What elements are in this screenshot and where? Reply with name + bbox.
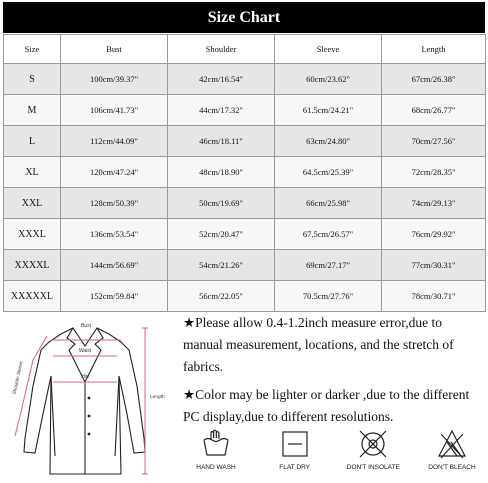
size-chart-title: Size Chart <box>207 8 281 26</box>
do-not-insolate-icon <box>357 428 389 460</box>
table-row <box>4 64 486 95</box>
care-item-do-not-bleach <box>419 428 485 480</box>
table-row <box>4 188 486 219</box>
measurement-cell: 63cm/24.80" <box>275 126 382 157</box>
measurement-cell: 54cm/21.26" <box>168 250 275 281</box>
size-cell: L <box>4 126 61 157</box>
measurement-cell: 67.5cm/26.57" <box>275 219 382 250</box>
table-row <box>4 95 486 126</box>
table-header-row <box>4 35 486 64</box>
hip-label: Hip <box>81 374 89 380</box>
measurement-cell: 136cm/53.54" <box>61 219 168 250</box>
measurement-cell: 67cm/26.38" <box>382 64 486 95</box>
measurement-cell: 77cm/30.31" <box>382 250 486 281</box>
hand-wash-label: HAND WASH <box>196 464 236 471</box>
measurement-cell: 68cm/26.77" <box>382 95 486 126</box>
coat-measurement-diagram <box>3 316 168 480</box>
do-not-bleach-label: DON'T BLEACH <box>428 464 476 471</box>
measurement-cell: 44cm/17.32" <box>168 95 275 126</box>
measurement-cell: 112cm/44.09" <box>61 126 168 157</box>
waist-label: Waist <box>78 348 92 354</box>
measurement-cell: 72cm/28.35" <box>382 157 486 188</box>
length-label: Length <box>150 395 165 400</box>
measurement-cell: 70cm/27.56" <box>382 126 486 157</box>
coat-buttons <box>88 397 91 436</box>
do-not-insolate-label: DON'T INSOLATE <box>346 464 400 471</box>
flat-dry-icon <box>279 428 311 460</box>
measurement-cell: 144cm/56.69" <box>61 250 168 281</box>
measurement-cell: 56cm/22.05" <box>168 281 275 312</box>
care-item-hand-wash <box>183 428 249 480</box>
size-cell: XXL <box>4 188 61 219</box>
coat-illustration <box>3 316 168 480</box>
measurement-cell: 50cm/19.69" <box>168 188 275 219</box>
measurement-cell: 64.5cm/25.39" <box>275 157 382 188</box>
measurement-cell: 74cm/29.13" <box>382 188 486 219</box>
measurement-cell: 52cm/20.47" <box>168 219 275 250</box>
size-cell: XXXL <box>4 219 61 250</box>
table-row <box>4 126 486 157</box>
measurement-cell: 100cm/39.37" <box>61 64 168 95</box>
measurement-cell: 78cm/30.71" <box>382 281 486 312</box>
care-item-do-not-insolate <box>340 428 406 480</box>
table-row <box>4 281 486 312</box>
bust-label: Bust <box>80 323 92 329</box>
size-chart-header <box>3 2 485 33</box>
table-row <box>4 219 486 250</box>
care-instructions <box>183 428 485 480</box>
size-cell: M <box>4 95 61 126</box>
measurement-cell: 76cm/29.92" <box>382 219 486 250</box>
column-header: Size <box>4 35 61 64</box>
coat-sleeve-seam-right <box>115 376 119 456</box>
measurement-cell: 70.5cm/27.76" <box>275 281 382 312</box>
table-row <box>4 250 486 281</box>
notes <box>183 312 485 434</box>
measurement-cell: 66cm/25.98" <box>275 188 382 219</box>
size-cell: XL <box>4 157 61 188</box>
column-header: Length <box>382 35 486 64</box>
measurement-cell: 120cm/47.24" <box>61 157 168 188</box>
flat-dry-label: FLAT DRY <box>279 464 311 471</box>
column-header: Shoulder <box>168 35 275 64</box>
measurement-cell: 42cm/16.54" <box>168 64 275 95</box>
measurement-cell: 69cm/27.17" <box>275 250 382 281</box>
sleeve-label: Shoulder Sleeve <box>11 360 24 395</box>
table-row <box>4 157 486 188</box>
column-header: Bust <box>61 35 168 64</box>
measurement-cell: 106cm/41.73" <box>61 95 168 126</box>
size-cell: S <box>4 64 61 95</box>
measurement-cell: 48cm/18.90" <box>168 157 275 188</box>
hand-wash-icon <box>200 428 232 460</box>
care-item-flat-dry <box>262 428 328 480</box>
size-table <box>3 34 486 312</box>
measurement-cell: 128cm/50.39" <box>61 188 168 219</box>
measurement-cell: 60cm/23.62" <box>275 64 382 95</box>
column-header: Sleeve <box>275 35 382 64</box>
coat-sleeve-seam-left <box>51 376 55 456</box>
note-color-variance: ★Color may be lighter or darker ,due to the different PC display,due to different resolutions. <box>183 387 470 424</box>
note-measure-error: ★Please allow 0.4-1.2inch measure error,due to manual measurement, locations, and the stretch of fabrics. <box>183 315 454 374</box>
measurement-cell: 152cm/59.84" <box>61 281 168 312</box>
do-not-bleach-icon <box>436 428 468 460</box>
size-cell: XXXXL <box>4 250 61 281</box>
size-cell: XXXXXL <box>4 281 61 312</box>
measurement-cell: 61.5cm/24.21" <box>275 95 382 126</box>
measurement-cell: 46cm/18.11" <box>168 126 275 157</box>
sleeve-measure-line <box>15 336 47 436</box>
